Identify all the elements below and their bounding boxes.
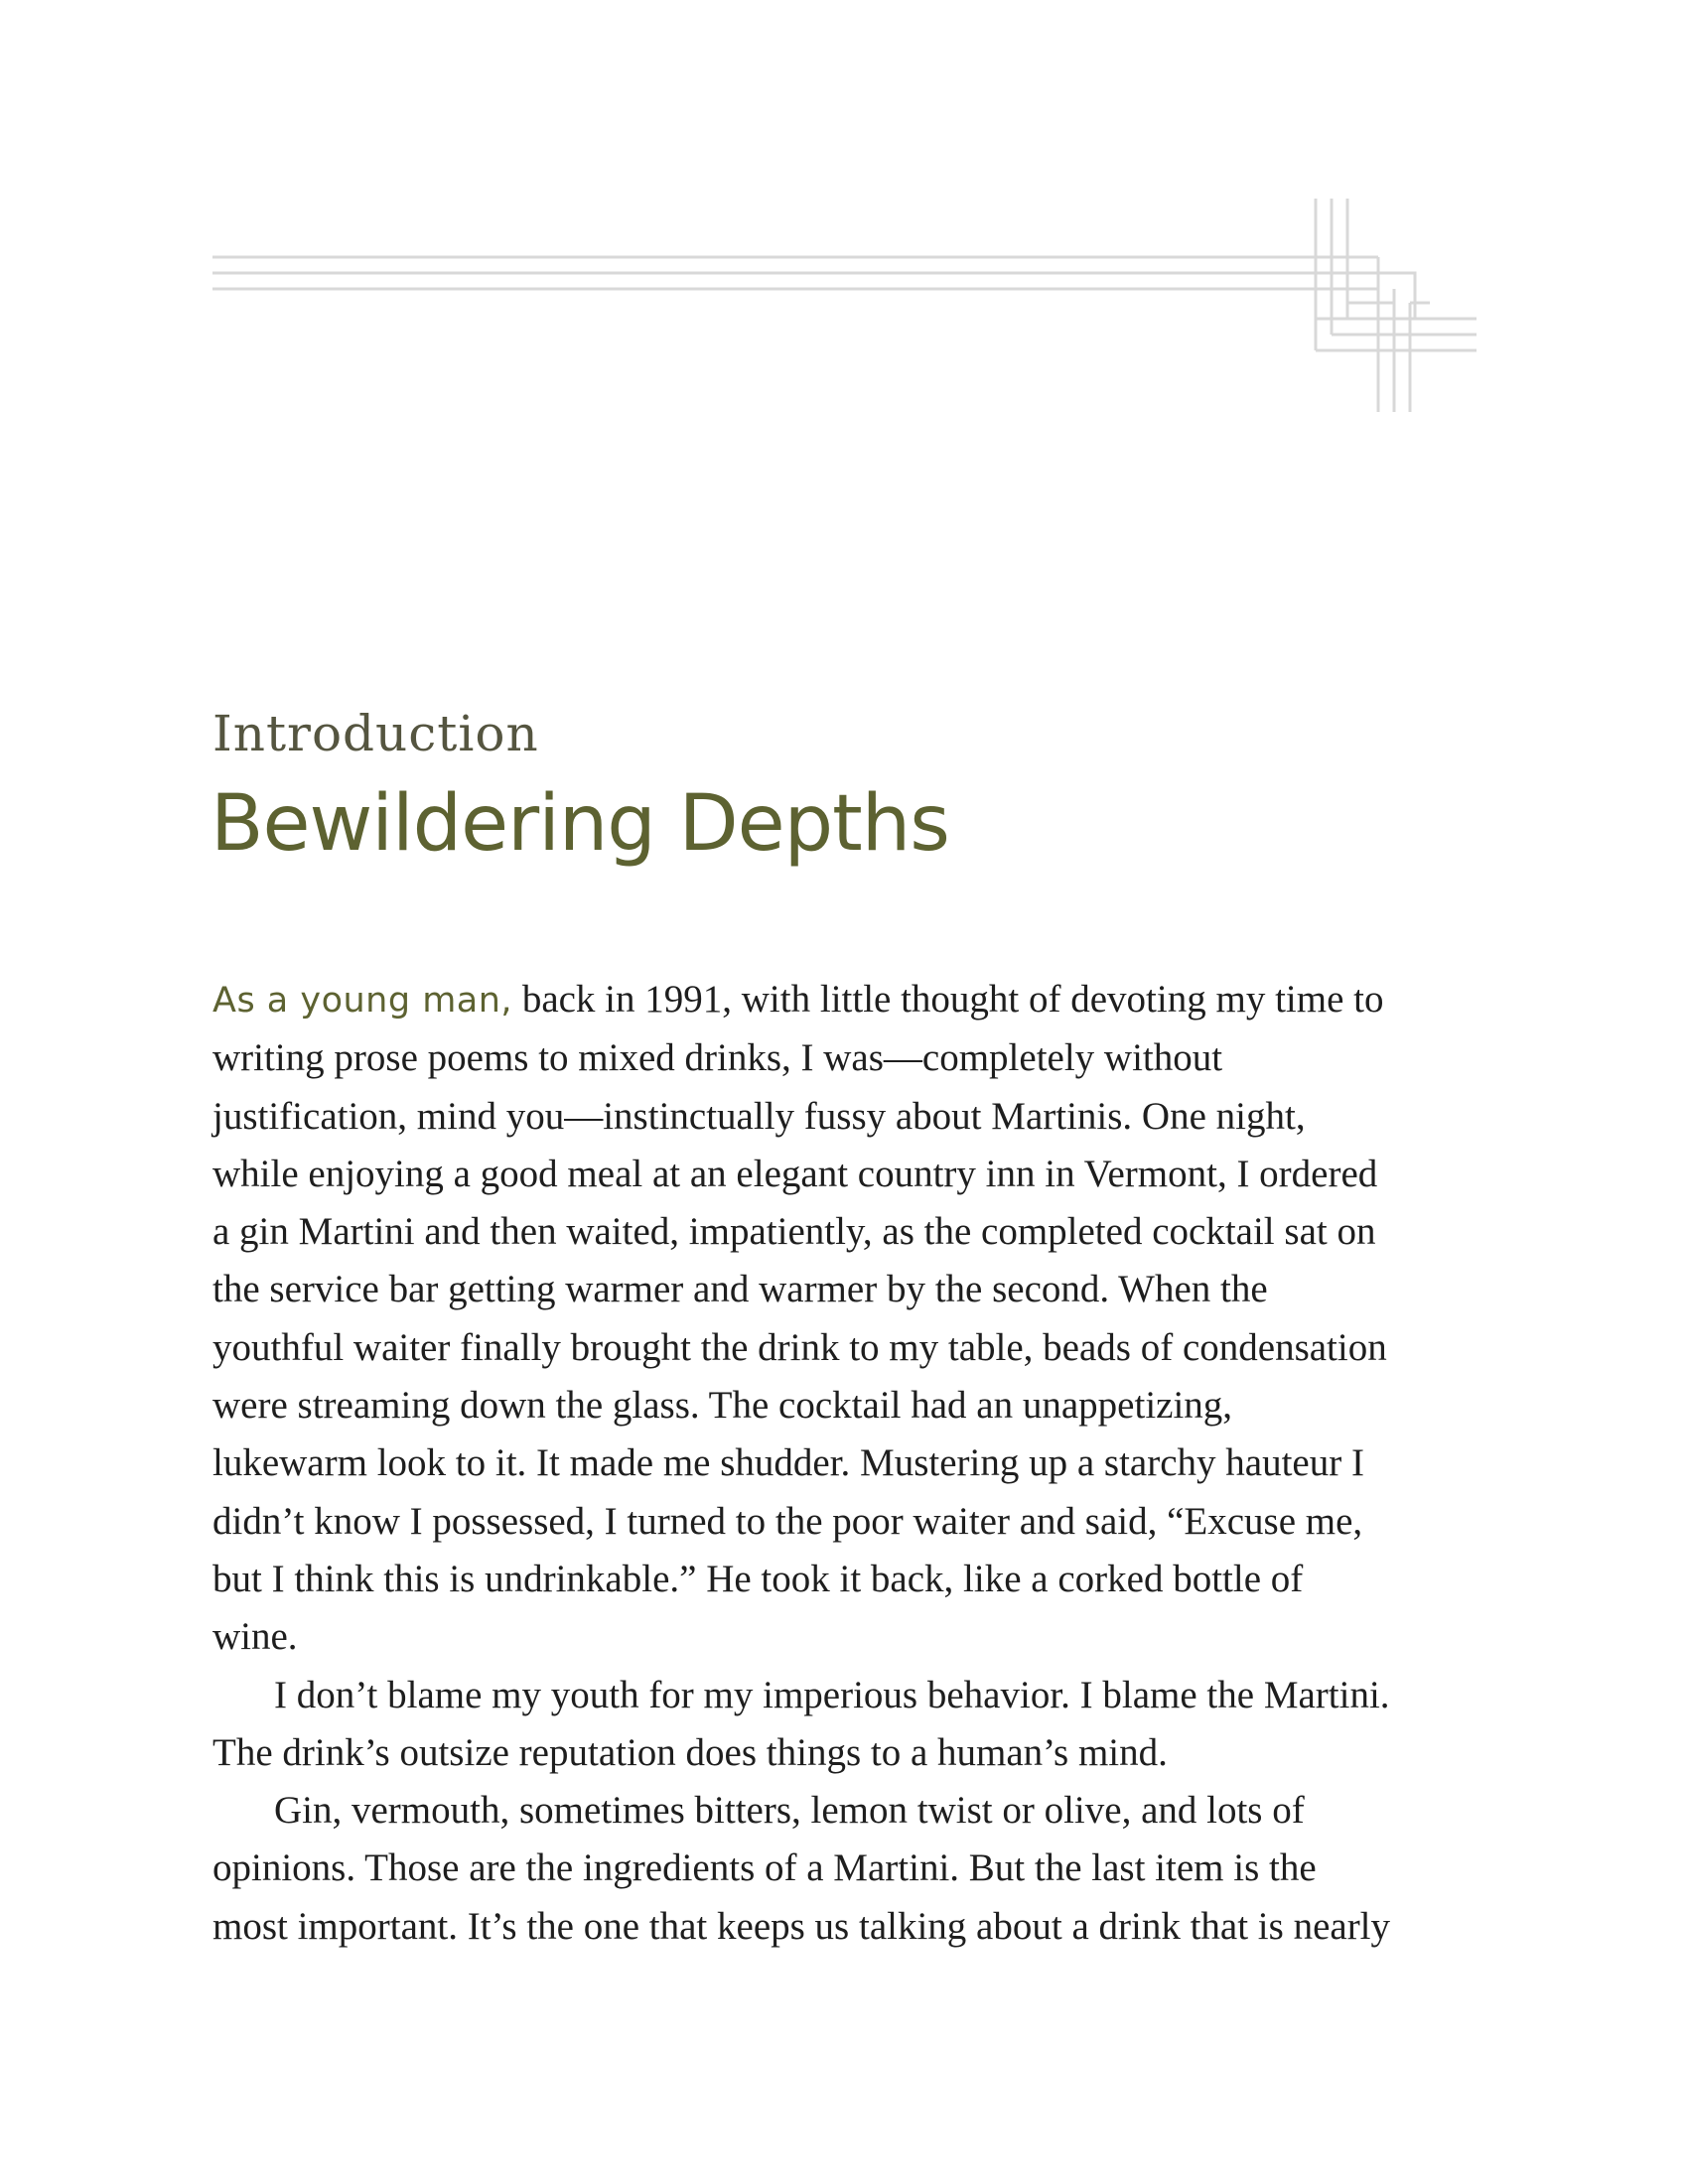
text-line: wine. [212, 1615, 298, 1659]
text-line: while enjoying a good meal at an elegant country inn in Vermont, I ordered [212, 1152, 1378, 1195]
chapter-label: Introduction [212, 705, 539, 762]
text-line: but I think this is undrinkable.” He took it back, like a corked bottle of [212, 1557, 1304, 1600]
text-line: The drink’s outsize reputation does things to a human’s mind. [212, 1730, 1168, 1774]
text-line: writing prose poems to mixed drinks, I was—completely without [212, 1036, 1223, 1080]
text-line: most important. It’s the one that keeps us talking about a drink that is nearly [212, 1904, 1391, 1948]
text-line [212, 971, 1493, 1029]
text-line: the service bar getting warmer and warmer by the second. When the [212, 1268, 1268, 1311]
lead-in-phrase: As a young man, [212, 981, 513, 1021]
paragraph-2 [212, 1667, 1493, 1783]
text-line: lukewarm look to it. It made me shudder. Mustering up a starchy hauteur I [212, 1441, 1364, 1485]
decorative-header-ornament [0, 0, 1688, 457]
text-line: were streaming down the glass. The cocktail had an unappetizing, [212, 1384, 1233, 1428]
text-line-indented: Gin, vermouth, sometimes bitters, lemon twist or olive, and lots of [274, 1789, 1305, 1833]
body-text [212, 971, 1493, 1956]
text-line: justification, mind you—instinctually fussy about Martinis. One night, [212, 1094, 1306, 1138]
paragraph-3 [212, 1782, 1493, 1956]
paragraph-1 [212, 971, 1493, 1667]
text-line: youthful waiter finally brought the drink to my table, beads of condensation [212, 1325, 1387, 1369]
text-line: opinions. Those are the ingredients of a Martini. But the last item is the [212, 1846, 1317, 1890]
text-line-fragment: back in 1991, with little thought of devoting my time to [512, 978, 1384, 1021]
chapter-title: Bewildering Depths [211, 779, 949, 869]
text-line: a gin Martini and then waited, impatiently, as the completed cocktail sat on [212, 1210, 1376, 1254]
text-line: didn’t know I possessed, I turned to the poor waiter and said, “Excuse me, [212, 1499, 1363, 1543]
text-line-indented: I don’t blame my youth for my imperious behavior. I blame the Martini. [274, 1673, 1390, 1716]
